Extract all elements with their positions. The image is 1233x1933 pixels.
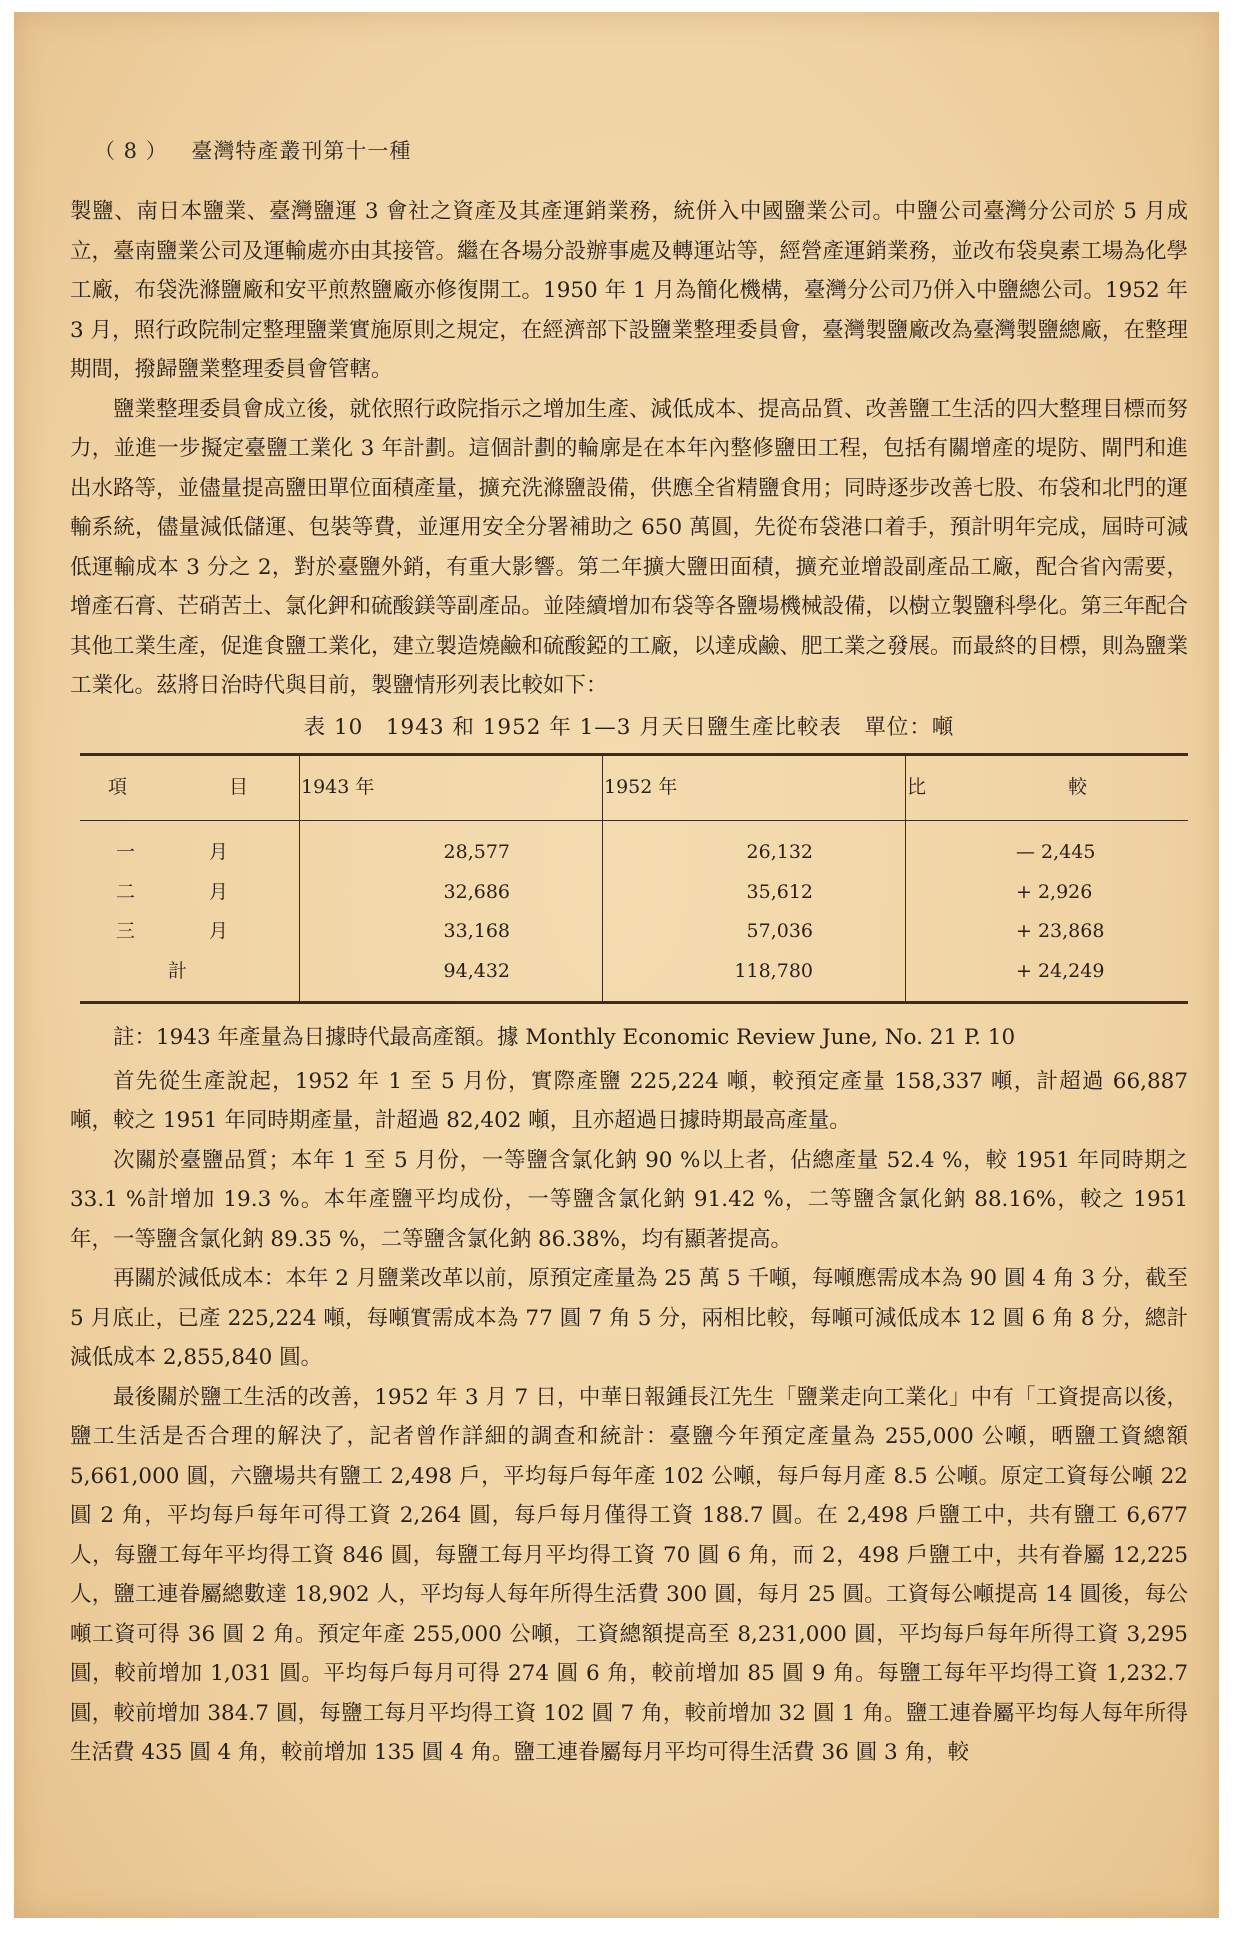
paragraph: 鹽業整理委員會成立後，就依照行政院指示之增加生產、減低成本、提高品質、改善鹽工生活的四大整理目標而努力，並進一步擬定臺鹽工業化 3 年計劃。這個計劃的輪廓是在本年內整修鹽田工程，包括有關增產的堤防、閘門和進出水路等，並儘量提高鹽田單位面積產量，擴充洗滌鹽設備，供應全省精鹽食用；同時逐步改善七股、布袋和北門的運輸系統，儘量減低儲運、包裝等費，並運用安全分署補助之 650 萬圓，先從布袋港口着手，預計明年完成，屆時可減低運輸成本 3 分之 2，對於臺鹽外銷，有重大影響。第二年擴大鹽田面積，擴充並增設副產品工廠，配合省內需要，增產石膏、芒硝苦土、氯化鉀和硫酸鎂等副產品。並陸續增加布袋等各鹽場機械設備，以樹立製鹽科學化。第三年配合其他工業生產，促進食鹽工業化，建立製造燒鹼和硫酸錏的工廠，以達成鹼、肥工業之發展。而最終的目標，則為鹽業工業化。茲將日治時代與目前，製鹽情形列表比較如下：: [70, 396, 1189, 698]
cell-1943: 28,577: [300, 821, 603, 873]
cell-1943: 33,168: [300, 912, 603, 952]
table-caption: 表 10 1943 和 1952 年 1—3 月天日鹽生產比較表 單位：噸: [303, 714, 955, 740]
column-header-1943: 1943 年: [300, 755, 603, 821]
row-label: 一月: [116, 841, 228, 863]
cell-1952: 26,132: [603, 821, 906, 873]
row-label: 二月: [116, 880, 228, 903]
series-title: 臺灣特產叢刊第十一種: [191, 139, 412, 163]
cell-1943: 94,432: [300, 952, 603, 1003]
book-page: [14, 12, 1219, 1918]
paragraph: 最後關於鹽工生活的改善，1952 年 3 月 7 日，中華日報鍾長江先生「鹽業走向工業化」中有「工資提高以後，鹽工生活是否合理的解決了，記者曾作詳細的調查和統計：臺鹽今年預定產量為 255,000 公噸，晒鹽工資總額 5,661,000 圓，六鹽場共有鹽工 2,498 戶，平均每戶每年產 102 公噸，每戶每月產 8.5 公噸。原定工資每公噸 22 圓 2 角，平均每戶每年可得工資 2,264 圓，每戶每月僅得工資 188.7 圓。在 2,498 戶鹽工中，共有鹽工 6,677 人，每鹽工每年平均得工資 846 圓，每鹽工每月平均得工資 70 圓 6 角，而 2，498 戶鹽工中，共有眷屬 12,225 人，鹽工連眷屬總數達 18,902 人，平均每人每年所得生活費 300 圓，每月 25 圓。工資每公噸提高 14 圓後，每公噸工資可得 36 圓 2 角。預定年產 255,000 公噸，工資總額提高至 8,231,000 圓，平均每戶每年所得工資 3,295 圓，較前增加 1,031 圓。平均每戶每月可得 274 圓 6 角，較前增加 85 圓 9 角。每鹽工每年平均得工資 1,232.7 圓，較前增加 384.7 圓，每鹽工每月平均得工資 102 圓 7 角，較前增加 32 圓 1 角。鹽工連眷屬平均每人每年所得生活費 435 圓 4 角，較前增加 135 圓 4 角。鹽工連眷屬每月平均可得生活費 36 圓 3 角，較: [70, 1384, 1188, 1765]
cell-1952: 118,780: [603, 952, 906, 1003]
cell-comparison: + 2,926: [906, 873, 1189, 913]
table-row: [80, 873, 1188, 913]
cell-comparison: + 24,249: [906, 952, 1189, 1003]
cell-comparison: + 23,868: [906, 912, 1189, 952]
cell-comparison: — 2,445: [906, 821, 1189, 873]
column-header-1952: 1952 年: [603, 755, 906, 821]
paragraph: 再關於減低成本：本年 2 月鹽業改革以前，原預定產量為 25 萬 5 千噸，每噸應需成本為 90 圓 4 角 3 分，截至 5 月底止，已產 225,224 噸，每噸實需成本為 77 圓 7 角 5 分，兩相比較，每噸可減低成本 12 圓 6 角 8 分，總計減低成本 2,855,840 圓。: [70, 1266, 1188, 1370]
column-header-comparison: 比較: [906, 755, 1189, 821]
table-row: [80, 821, 1188, 873]
paragraph: 次關於臺鹽品質；本年 1 至 5 月份，一等鹽含氯化鈉 90 %以上者，佔總產量 52.4 %，較 1951 年同時期之 33.1 %計增加 19.3 %。本年產鹽平均成份，一等鹽含氯化鈉 91.42 %，二等鹽含氯化鈉 88.16%，較之 1951 年，一等鹽含氯化鈉 89.35 %，二等鹽含氯化鈉 86.38%，均有顯著提高。: [70, 1147, 1188, 1252]
cell-1952: 57,036: [603, 912, 906, 952]
running-header: [94, 135, 411, 165]
row-label: 三月: [116, 920, 228, 942]
column-header-item: 項目: [80, 755, 300, 821]
table-row: [80, 912, 1188, 952]
paragraph: 製鹽、南日本鹽業、臺灣鹽運 3 會社之資產及其產運銷業務，統併入中國鹽業公司。中鹽公司臺灣分公司於 5 月成立，臺南鹽業公司及運輸處亦由其接管。繼在各場分設辦事處及轉運站等，經營產運銷業務，並改布袋臭素工場為化學工廠，布袋洗滌鹽廠和安平煎熬鹽廠亦修復開工。1950 年 1 月為簡化機構，臺灣分公司乃併入中鹽總公司。1952 年 3 月，照行政院制定整理鹽業實施原則之規定，在經濟部下設鹽業整理委員會，臺灣製鹽廠改為臺灣製鹽總廠，在整理期間，撥歸鹽業整理委員會管轄。: [70, 199, 1189, 382]
table-note: 註：1943 年產量為日據時代最高產額。據 Monthly Economic Review June, No. 21 P. 10: [113, 1025, 1016, 1050]
row-label-total: 計: [168, 959, 188, 982]
cell-1952: 35,612: [603, 873, 906, 913]
paragraph: 首先從生產說起，1952 年 1 至 5 月份，實際產鹽 225,224 噸，較預定產量 158,337 噸，計超過 66,887 噸，較之 1951 年同時期產量，計超過 82,402 噸，且亦超過日據時期最高產量。: [70, 1068, 1188, 1133]
table-row-total: [80, 952, 1188, 1003]
cell-1943: 32,686: [300, 873, 603, 913]
page-number: （ 8 ）: [94, 139, 168, 163]
salt-production-table: [80, 753, 1188, 1004]
article-body: [70, 192, 1188, 1773]
table-header-row: [80, 755, 1188, 821]
